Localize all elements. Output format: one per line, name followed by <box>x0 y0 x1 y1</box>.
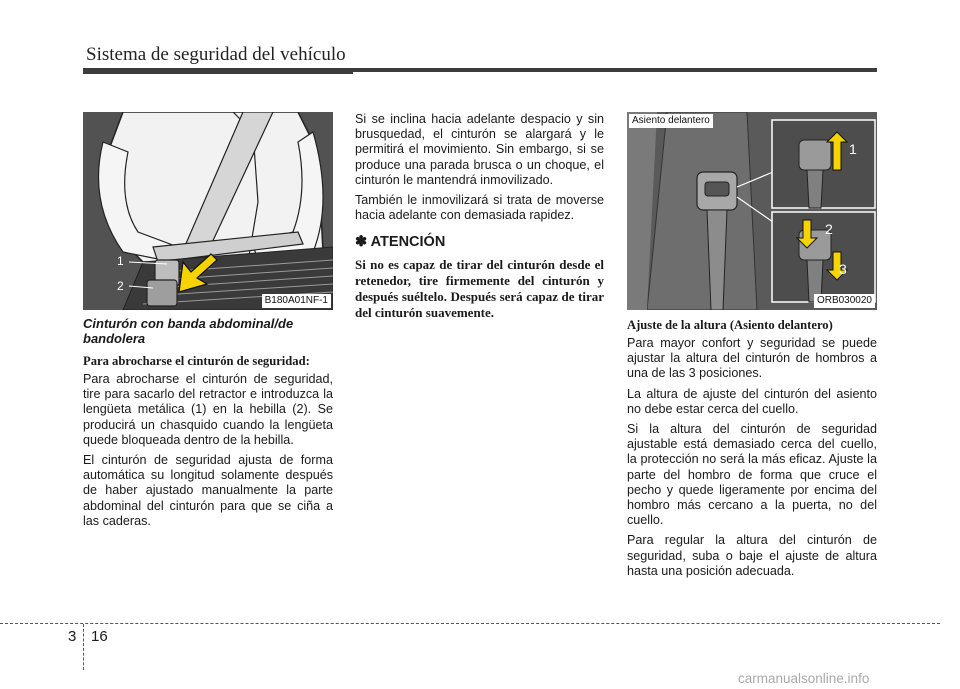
callout-3: 3 <box>839 261 847 277</box>
column-right <box>627 112 877 584</box>
figure-label: Asiento delantero <box>629 114 713 128</box>
figure-code: B180A01NF-1 <box>262 294 331 308</box>
column-middle <box>355 112 604 326</box>
header-rule-accent <box>83 72 353 74</box>
watermark: carmanualsonline.info <box>738 671 870 686</box>
section-subhead: Ajuste de la altura (Asiento delantero) <box>627 318 833 332</box>
body-paragraph: La altura de ajuste del cinturón del asiento no debe estar cerca del cuello. <box>627 386 877 416</box>
footer-rule <box>0 623 940 624</box>
body-paragraph: También le inmovilizará si trata de moverse hacia adelante con demasiada rapidez. <box>355 193 604 223</box>
page-header-title: Sistema de seguridad del vehículo <box>86 44 346 65</box>
figure-caption: Cinturón con banda abdominal/de bandolera <box>83 316 294 346</box>
attention-title: ✽ ATENCIÓN <box>355 234 446 251</box>
body-paragraph: Para abrocharse el cinturón de seguridad, tire para sacarlo del retractor e introduzca la lengüeta metálica (1) en la hebilla (2). Se producirá un chasquido cuando la lengüeta quede bloqueada dentro de la hebilla. <box>83 372 333 447</box>
body-paragraph: Para mayor confort y seguridad se puede ajustar la altura del cinturón de hombros a una de las 3 posiciones. <box>627 336 877 381</box>
footer-divider <box>83 624 84 670</box>
height-adjuster-illustration <box>627 112 877 310</box>
callout-1: 1 <box>117 254 124 268</box>
callout-2: 2 <box>825 221 833 237</box>
section-subhead: Para abrocharse el cinturón de seguridad: <box>83 354 310 368</box>
page-number: 16 <box>91 628 108 645</box>
chapter-number: 3 <box>68 628 77 645</box>
callout-2: 2 <box>117 279 124 293</box>
height-adjuster-drawing <box>627 112 877 310</box>
body-paragraph: Para regular la altura del cinturón de seguridad, suba o baje el ajuste de altura hasta una posición adecuada. <box>627 533 877 578</box>
body-paragraph: Si se inclina hacia adelante despacio y sin brusquedad, el cinturón se alargará y le permitirá el movimiento. Sin embargo, si se produce una parada brusca o un choque, el cinturón le mantendrá inmovilizado. <box>355 112 604 187</box>
seatbelt-buckle-illustration <box>83 112 333 310</box>
column-left <box>83 112 333 534</box>
attention-body: Si no es capaz de tirar del cinturón desde el retenedor, tire firmemente del cinturón y después suéltelo. Después será capaz de tirar del cinturón suavemente. <box>355 256 604 320</box>
figure-code: ORB030020 <box>814 294 875 308</box>
body-paragraph: Si la altura del cinturón de seguridad ajustable está demasiado cerca del cuello, la protección no será la más eficaz. Ajuste la parte del hombro de forma que cruce el pecho y quede ligeramente por encima del hombro más cercano a la puerta, no del cuello. <box>627 422 877 528</box>
body-paragraph: El cinturón de seguridad ajusta de forma automática su longitud solamente después de haber ajustado manualmente la parte abdominal del cinturón para que se ciña a las caderas. <box>83 453 333 528</box>
callout-1: 1 <box>849 141 857 157</box>
